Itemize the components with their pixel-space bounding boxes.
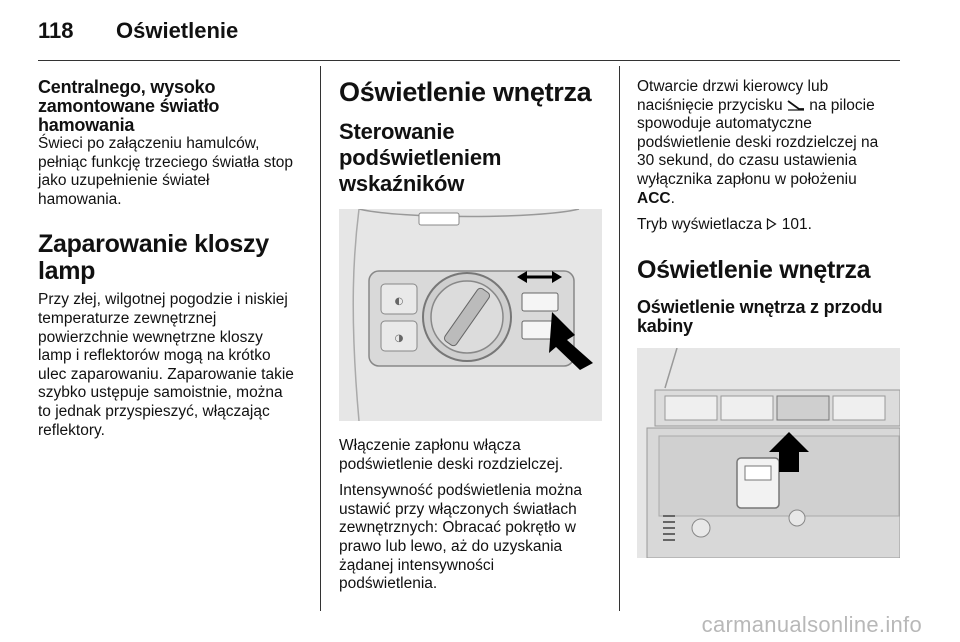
text-line: jako uzupełnienie świateł: [38, 172, 210, 190]
text-line: to jednak przyspieszyć, włączając: [38, 402, 270, 420]
text-line: ustawić przy włączonych światłach: [339, 500, 577, 518]
light-switch-illustration: [339, 209, 602, 421]
text-line: 30 sekund, do czasu ustawienia: [637, 152, 857, 170]
header-rule: [38, 60, 900, 61]
heading-brake-light: [38, 78, 308, 135]
text-line: zewnętrznych: Obracać pokrętło w: [339, 519, 576, 537]
text-line: powierzchnie wewnętrzne kloszy: [38, 328, 263, 346]
text-line: żądanej intensywności: [339, 556, 495, 574]
section-title: Oświetlenie: [116, 18, 239, 43]
text-line: Otwarcie drzwi kierowcy lub: [637, 78, 829, 95]
text-line: temperaturze zewnętrznej: [38, 309, 217, 327]
heading-line: kabiny: [637, 315, 693, 336]
paragraph-ignition-illumination: [339, 437, 604, 474]
text-line: lamp i reflektorów mogą na krótko: [38, 347, 271, 365]
paragraph-door-opening: [637, 78, 902, 208]
text-line: naciśnięcie przycisku: [637, 96, 787, 114]
text-line: na pilocie: [804, 96, 875, 114]
text-line: szybko ustępuje samoistnie, można: [38, 384, 283, 402]
lock-key-icon: [787, 99, 805, 111]
text-line: Intensywność podświetlenia można: [339, 482, 582, 500]
heading-line: Oświetlenie wnętrza z przodu: [637, 296, 883, 317]
text-line: podświetlenie deski rozdzielczej na: [637, 133, 879, 151]
heading-interior-lighting: Oświetlenie wnętrza: [339, 77, 592, 107]
heading-line: hamowania: [38, 115, 135, 135]
heading-instrument-illumination: [339, 119, 604, 197]
page-number: 118: [38, 18, 74, 43]
svg-text:◑: ◑: [394, 333, 404, 344]
text-line: Przy złej, wilgotnej pogodzie i niskiej: [38, 291, 288, 309]
paragraph-brake-light: [38, 135, 308, 209]
text-line: Włączenie zapłonu włącza: [339, 437, 521, 454]
heading-line: Sterowanie: [339, 119, 455, 144]
column-divider-1: [320, 66, 321, 611]
paragraph-fogged-lenses: [38, 291, 308, 440]
text-line: .: [670, 189, 675, 207]
text-line: prawo lub lewo, aż do uzyskania: [339, 537, 563, 555]
light-switch-drawing: [339, 209, 602, 421]
heading-front-cabin-lighting: [637, 298, 902, 336]
column-2: [339, 78, 604, 594]
heading-line: podświetleniem: [339, 145, 502, 170]
heading-line: Centralnego, wysoko: [38, 77, 216, 97]
front-dome-light-illustration: [637, 348, 900, 558]
heading-fogged-lenses: Zaparowanie kloszy lamp: [38, 230, 269, 286]
column-3: [637, 78, 902, 558]
text-line: hamowania.: [38, 190, 122, 208]
acc-label: ACC: [637, 189, 671, 207]
paragraph-intensity: [339, 482, 604, 594]
column-1: [38, 78, 308, 440]
text-line: podświetlenia.: [339, 575, 438, 593]
paragraph-display-mode: [637, 216, 902, 235]
text-line: ulec zaparowaniu. Zaparowanie takie: [38, 365, 294, 383]
text-line: podświetlenie deski rozdzielczej.: [339, 455, 564, 473]
text-line: wyłącznika zapłonu w położeniu: [637, 170, 857, 188]
text-line: Tryb wyświetlacza: [637, 216, 767, 234]
heading-interior-lighting-2: Oświetlenie wnętrza: [637, 255, 871, 284]
heading-line: wskaźników: [339, 171, 465, 196]
triangle-right-outline-icon: [766, 218, 777, 230]
text-line: pełniąc funkcję trzeciego światła stop: [38, 153, 294, 171]
column-divider-2: [619, 66, 620, 611]
text-line: reflektory.: [38, 421, 105, 439]
page-reference[interactable]: 101.: [781, 216, 812, 234]
text-line: spowoduje automatyczne: [637, 115, 812, 133]
heading-line: zamontowane światło: [38, 96, 220, 116]
page-header: [38, 18, 238, 44]
dome-light-drawing: [637, 348, 900, 558]
text-line: Świeci po załączeniu hamulców,: [38, 135, 260, 152]
watermark: carmanualsonline.info: [701, 612, 922, 637]
svg-text:◐: ◐: [394, 296, 404, 307]
